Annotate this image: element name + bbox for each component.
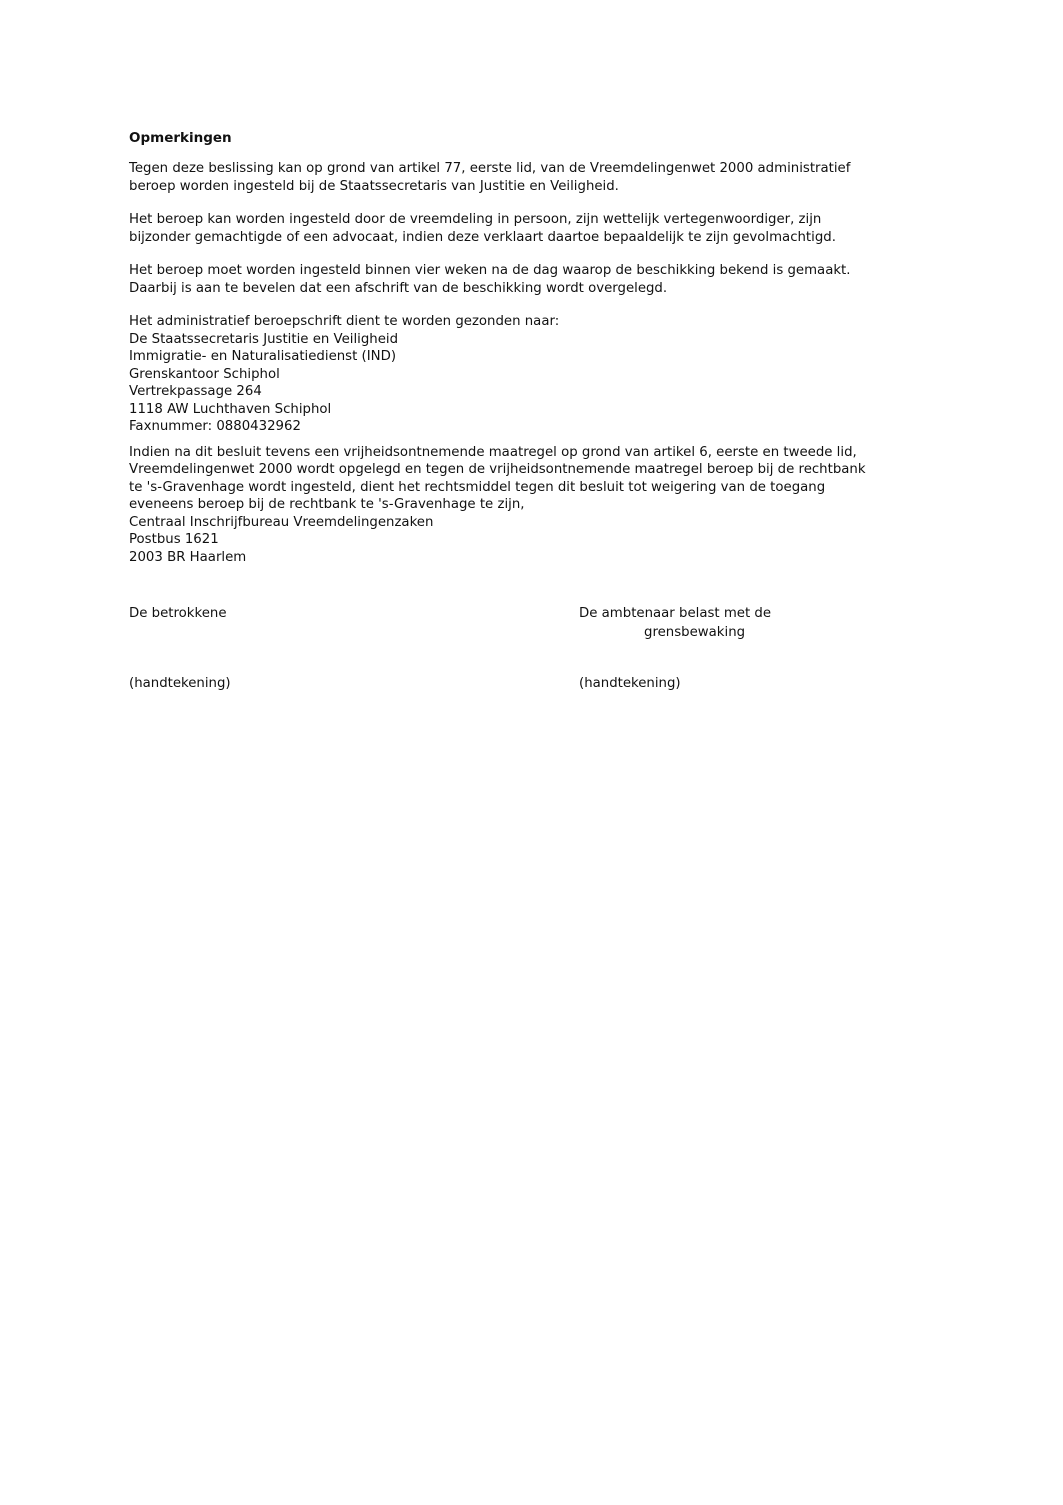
paragraph-appeal-basis xyxy=(129,160,929,195)
paragraph-appeal-deadline xyxy=(129,262,929,297)
address-block xyxy=(129,313,929,436)
signatory-right-label-line1: De ambtenaar belast met de xyxy=(579,606,772,621)
signatory-right-label-line2: grensbewaking xyxy=(644,624,746,640)
address-line: Vertrekpassage 264 xyxy=(129,384,262,399)
text-line: eveneens beroep bij de rechtbank te 's-Gravenhage te zijn, xyxy=(129,497,525,512)
text-line: bijzonder gemachtigde of een advocaat, indien deze verklaart daartoe bepaaldelijk te zijn gevolmachtigd. xyxy=(129,229,836,245)
signature-right: (handtekening) xyxy=(579,676,681,691)
text-line: Indien na dit besluit tevens een vrijheidsontnemende maatregel op grond van artikel 6, eerste en tweede lid, xyxy=(129,444,857,460)
text-line: te 's-Gravenhage wordt ingesteld, dient het rechtsmiddel tegen dit besluit tot weigering van de toegang xyxy=(129,479,826,495)
text-line: Daarbij is aan te bevelen dat een afschrift van de beschikking wordt overgelegd. xyxy=(129,280,668,296)
address-line: Centraal Inschrijfbureau Vreemdelingenzaken xyxy=(129,514,434,530)
section-heading: Opmerkingen xyxy=(129,130,232,146)
address-line: Postbus 1621 xyxy=(129,532,219,547)
address-line: 2003 BR Haarlem xyxy=(129,549,247,565)
address-intro: Het administratief beroepschrift dient te worden gezonden naar: xyxy=(129,314,560,329)
text-line: Het beroep moet worden ingesteld binnen vier weken na de dag waarop de beschikking bekend is gemaakt. xyxy=(129,263,851,278)
fax-number: Faxnummer: 0880432962 xyxy=(129,419,301,434)
signature-left: (handtekening) xyxy=(129,676,231,691)
signatory-left-label: De betrokkene xyxy=(129,606,227,621)
signatory-right-label xyxy=(579,605,771,642)
document-content xyxy=(129,128,929,574)
text-line: Het beroep kan worden ingesteld door de vreemdeling in persoon, zijn wettelijk vertegenwoordiger, zijn xyxy=(129,212,822,227)
text-line: Vreemdelingenwet 2000 wordt opgelegd en tegen de vrijheidsontnemende maatregel beroep bij de rechtbank xyxy=(129,462,866,477)
address-line: 1118 AW Luchthaven Schiphol xyxy=(129,401,332,417)
signature-block xyxy=(129,605,929,705)
detention-block xyxy=(129,444,929,567)
address-line: Grenskantoor Schiphol xyxy=(129,366,280,382)
text-line: Tegen deze beslissing kan op grond van artikel 77, eerste lid, van de Vreemdelingenwet 2000 administratief xyxy=(129,161,851,176)
text-line: beroep worden ingesteld bij de Staatssecretaris van Justitie en Veiligheid. xyxy=(129,178,619,194)
address-line: Immigratie- en Naturalisatiedienst (IND) xyxy=(129,349,397,364)
address-line: De Staatssecretaris Justitie en Veiligheid xyxy=(129,331,399,347)
paragraph-appeal-who xyxy=(129,211,929,246)
